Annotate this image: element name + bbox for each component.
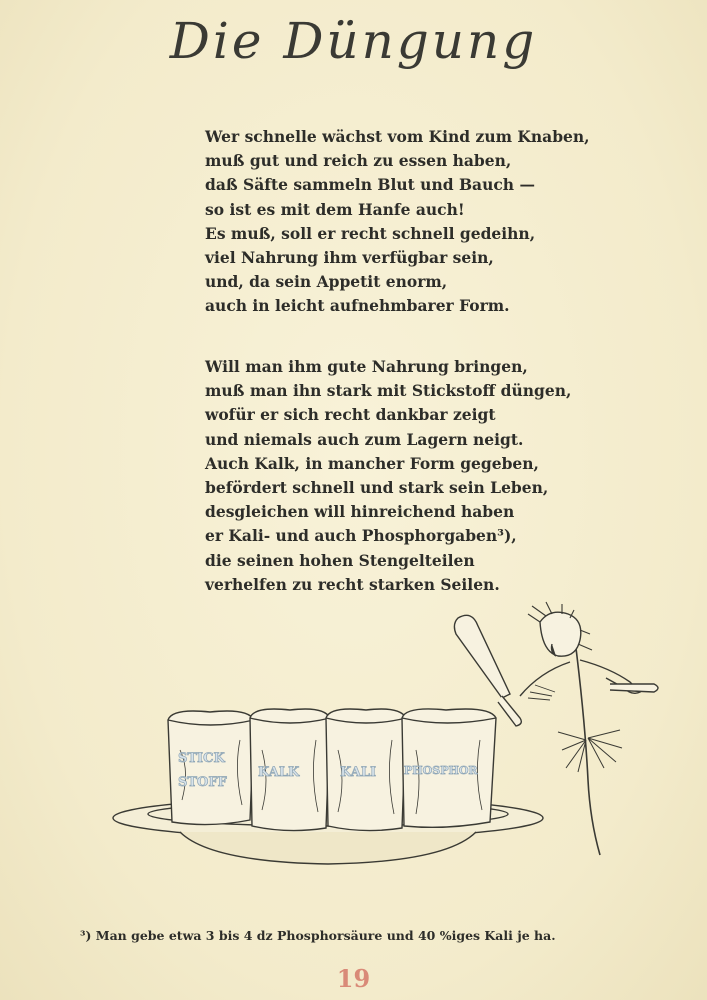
sack-label-kali: KALI (340, 765, 377, 780)
page-number: 19 (336, 964, 371, 993)
page-title: Die Düngung (169, 12, 538, 70)
verse-line: wofür er sich recht dankbar zeigt (205, 405, 496, 425)
verse-line: auch in leicht aufnehmbarer Form. (205, 296, 510, 316)
verse-line: muß gut und reich zu essen haben, (205, 151, 512, 171)
sack-label-stickstoff: STOFF (178, 775, 227, 790)
verse-line: er Kali- und auch Phosphorgaben³), (205, 526, 517, 546)
verse-line: die seinen hohen Stengelteilen (205, 550, 475, 570)
stanza-2 (205, 355, 571, 597)
stanza-1 (205, 125, 590, 319)
verse-line: und niemals auch zum Lagern neigt. (205, 429, 524, 449)
sack-label-phosphor: PHOSPHOR (404, 764, 478, 777)
illustration-fertilizer-plate (110, 600, 670, 870)
verse-line: muß man ihn stark mit Stickstoff düngen, (205, 381, 572, 401)
verse-line: Wer schnelle wächst vom Kind zum Knaben, (205, 127, 590, 146)
verse-line: Es muß, soll er recht schnell gedeihn, (205, 223, 536, 243)
verse-line: und, da sein Appetit enorm, (205, 272, 448, 292)
knife-icon (454, 615, 510, 698)
sack-icon (168, 711, 254, 825)
sack-label-kalk: KALK (258, 765, 300, 780)
verse-line: desgleichen will hinreichend haben (205, 502, 515, 522)
verse-line: viel Nahrung ihm verfügbar sein, (205, 248, 494, 268)
sack-label-stickstoff: STICK (178, 751, 225, 766)
hemp-plant-icon (575, 640, 600, 855)
verse-line: so ist es mit dem Hanfe auch! (205, 199, 465, 219)
verse-line: Will man ihm gute Nahrung bringen, (205, 357, 528, 376)
verse-line: daß Säfte sammeln Blut und Bauch — (205, 175, 535, 195)
verse-line: Auch Kalk, in mancher Form gegeben, (205, 453, 539, 473)
verse-line: verhelfen zu recht starken Seilen. (205, 574, 500, 594)
footnote: ³) Man gebe etwa 3 bis 4 dz Phosphorsäure und 40 %iges Kali je ha. (80, 928, 556, 943)
verse-line: befördert schnell und stark sein Leben, (205, 478, 549, 498)
